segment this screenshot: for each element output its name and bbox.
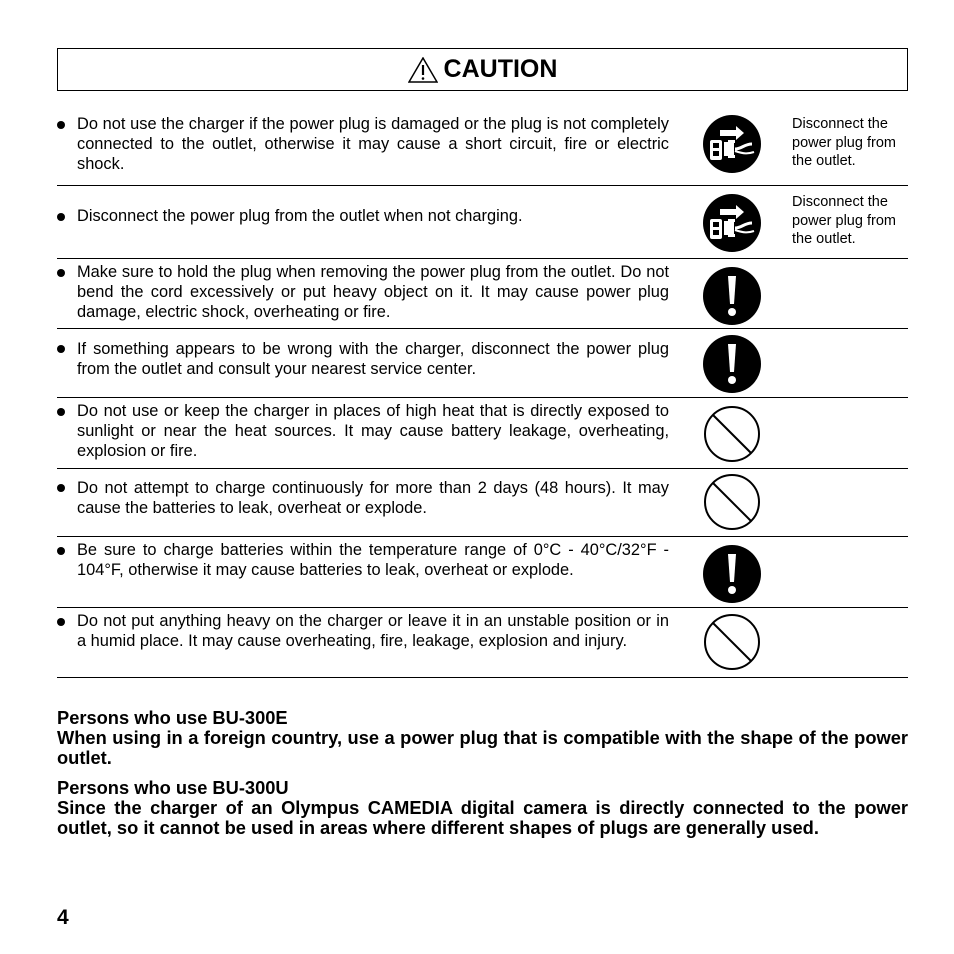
bu300e-section <box>57 708 908 768</box>
caution-title: CAUTION <box>443 55 558 83</box>
warning-note: Disconnect the power plug from the outlet. <box>792 194 896 247</box>
warning-text: Do not use the charger if the power plug is damaged or the plug is not completely connected to the outlet, otherwise it may cause a short circuit, fire or electric shock. <box>77 115 669 173</box>
mandatory-action-icon <box>702 334 762 394</box>
bu300u-text: Since the charger of an Olympus CAMEDIA digital camera is directly connected to the power outlet, so it cannot be used in areas where different shapes of plugs are generally used. <box>57 797 908 838</box>
warning-row <box>57 608 908 678</box>
warning-text: Disconnect the power plug from the outlet when not charging. <box>77 207 523 225</box>
warning-text: Do not use or keep the charger in places of high heat that is directly exposed to sunlight or near the heat sources. It may cause battery leakage, overheating, explosion or fire. <box>77 402 669 460</box>
mandatory-action-icon <box>702 544 762 604</box>
bullet-icon <box>57 403 67 413</box>
bu300u-section <box>57 778 908 838</box>
unplug-icon <box>702 193 762 253</box>
bu300e-text: When using in a foreign country, use a power plug that is compatible with the shape of the power outlet. <box>57 727 908 768</box>
bullet-icon <box>57 264 67 274</box>
page-number: 4 <box>57 906 69 929</box>
bullet-icon <box>57 116 67 126</box>
bullet-icon <box>57 479 67 489</box>
bu300e-heading: Persons who use BU-300E <box>57 707 288 728</box>
warning-text: Do not put anything heavy on the charger or leave it in an unstable position or in a humid place. It may cause overheating, fire, leakage, explosion and injury. <box>77 612 669 650</box>
warning-row <box>57 537 908 608</box>
warning-text: Do not attempt to charge continuously for more than 2 days (48 hours). It may cause the batteries to leak, overheat or explode. <box>77 479 669 517</box>
bullet-icon <box>57 208 67 218</box>
warning-text: If something appears to be wrong with the charger, disconnect the power plug from the outlet and consult your nearest service center. <box>77 340 669 378</box>
warning-note: Disconnect the power plug from the outlet. <box>792 116 896 169</box>
warning-text: Be sure to charge batteries within the temperature range of 0°C - 40°C/32°F - 104°F, otherwise it may cause batteries to leak, overheat or explode. <box>77 541 669 579</box>
unplug-icon <box>702 114 762 174</box>
warning-triangle-icon <box>408 57 438 83</box>
warning-row <box>57 186 908 259</box>
prohibition-icon <box>702 404 762 464</box>
warning-row <box>57 259 908 329</box>
bullet-icon <box>57 613 67 623</box>
bullet-icon <box>57 542 67 552</box>
bu300u-heading: Persons who use BU-300U <box>57 777 289 798</box>
warning-row <box>57 398 908 469</box>
prohibition-icon <box>702 612 762 672</box>
warning-row <box>57 469 908 537</box>
prohibition-icon <box>702 472 762 532</box>
warning-row <box>57 329 908 398</box>
mandatory-action-icon <box>702 266 762 326</box>
warning-text: Make sure to hold the plug when removing the power plug from the outlet. Do not bend the cord excessively or put heavy object on it. It may cause power plug damage, electric shock, overheating or fire. <box>77 263 669 321</box>
warning-row <box>57 104 908 186</box>
caution-header <box>57 48 908 91</box>
bullet-icon <box>57 340 67 350</box>
